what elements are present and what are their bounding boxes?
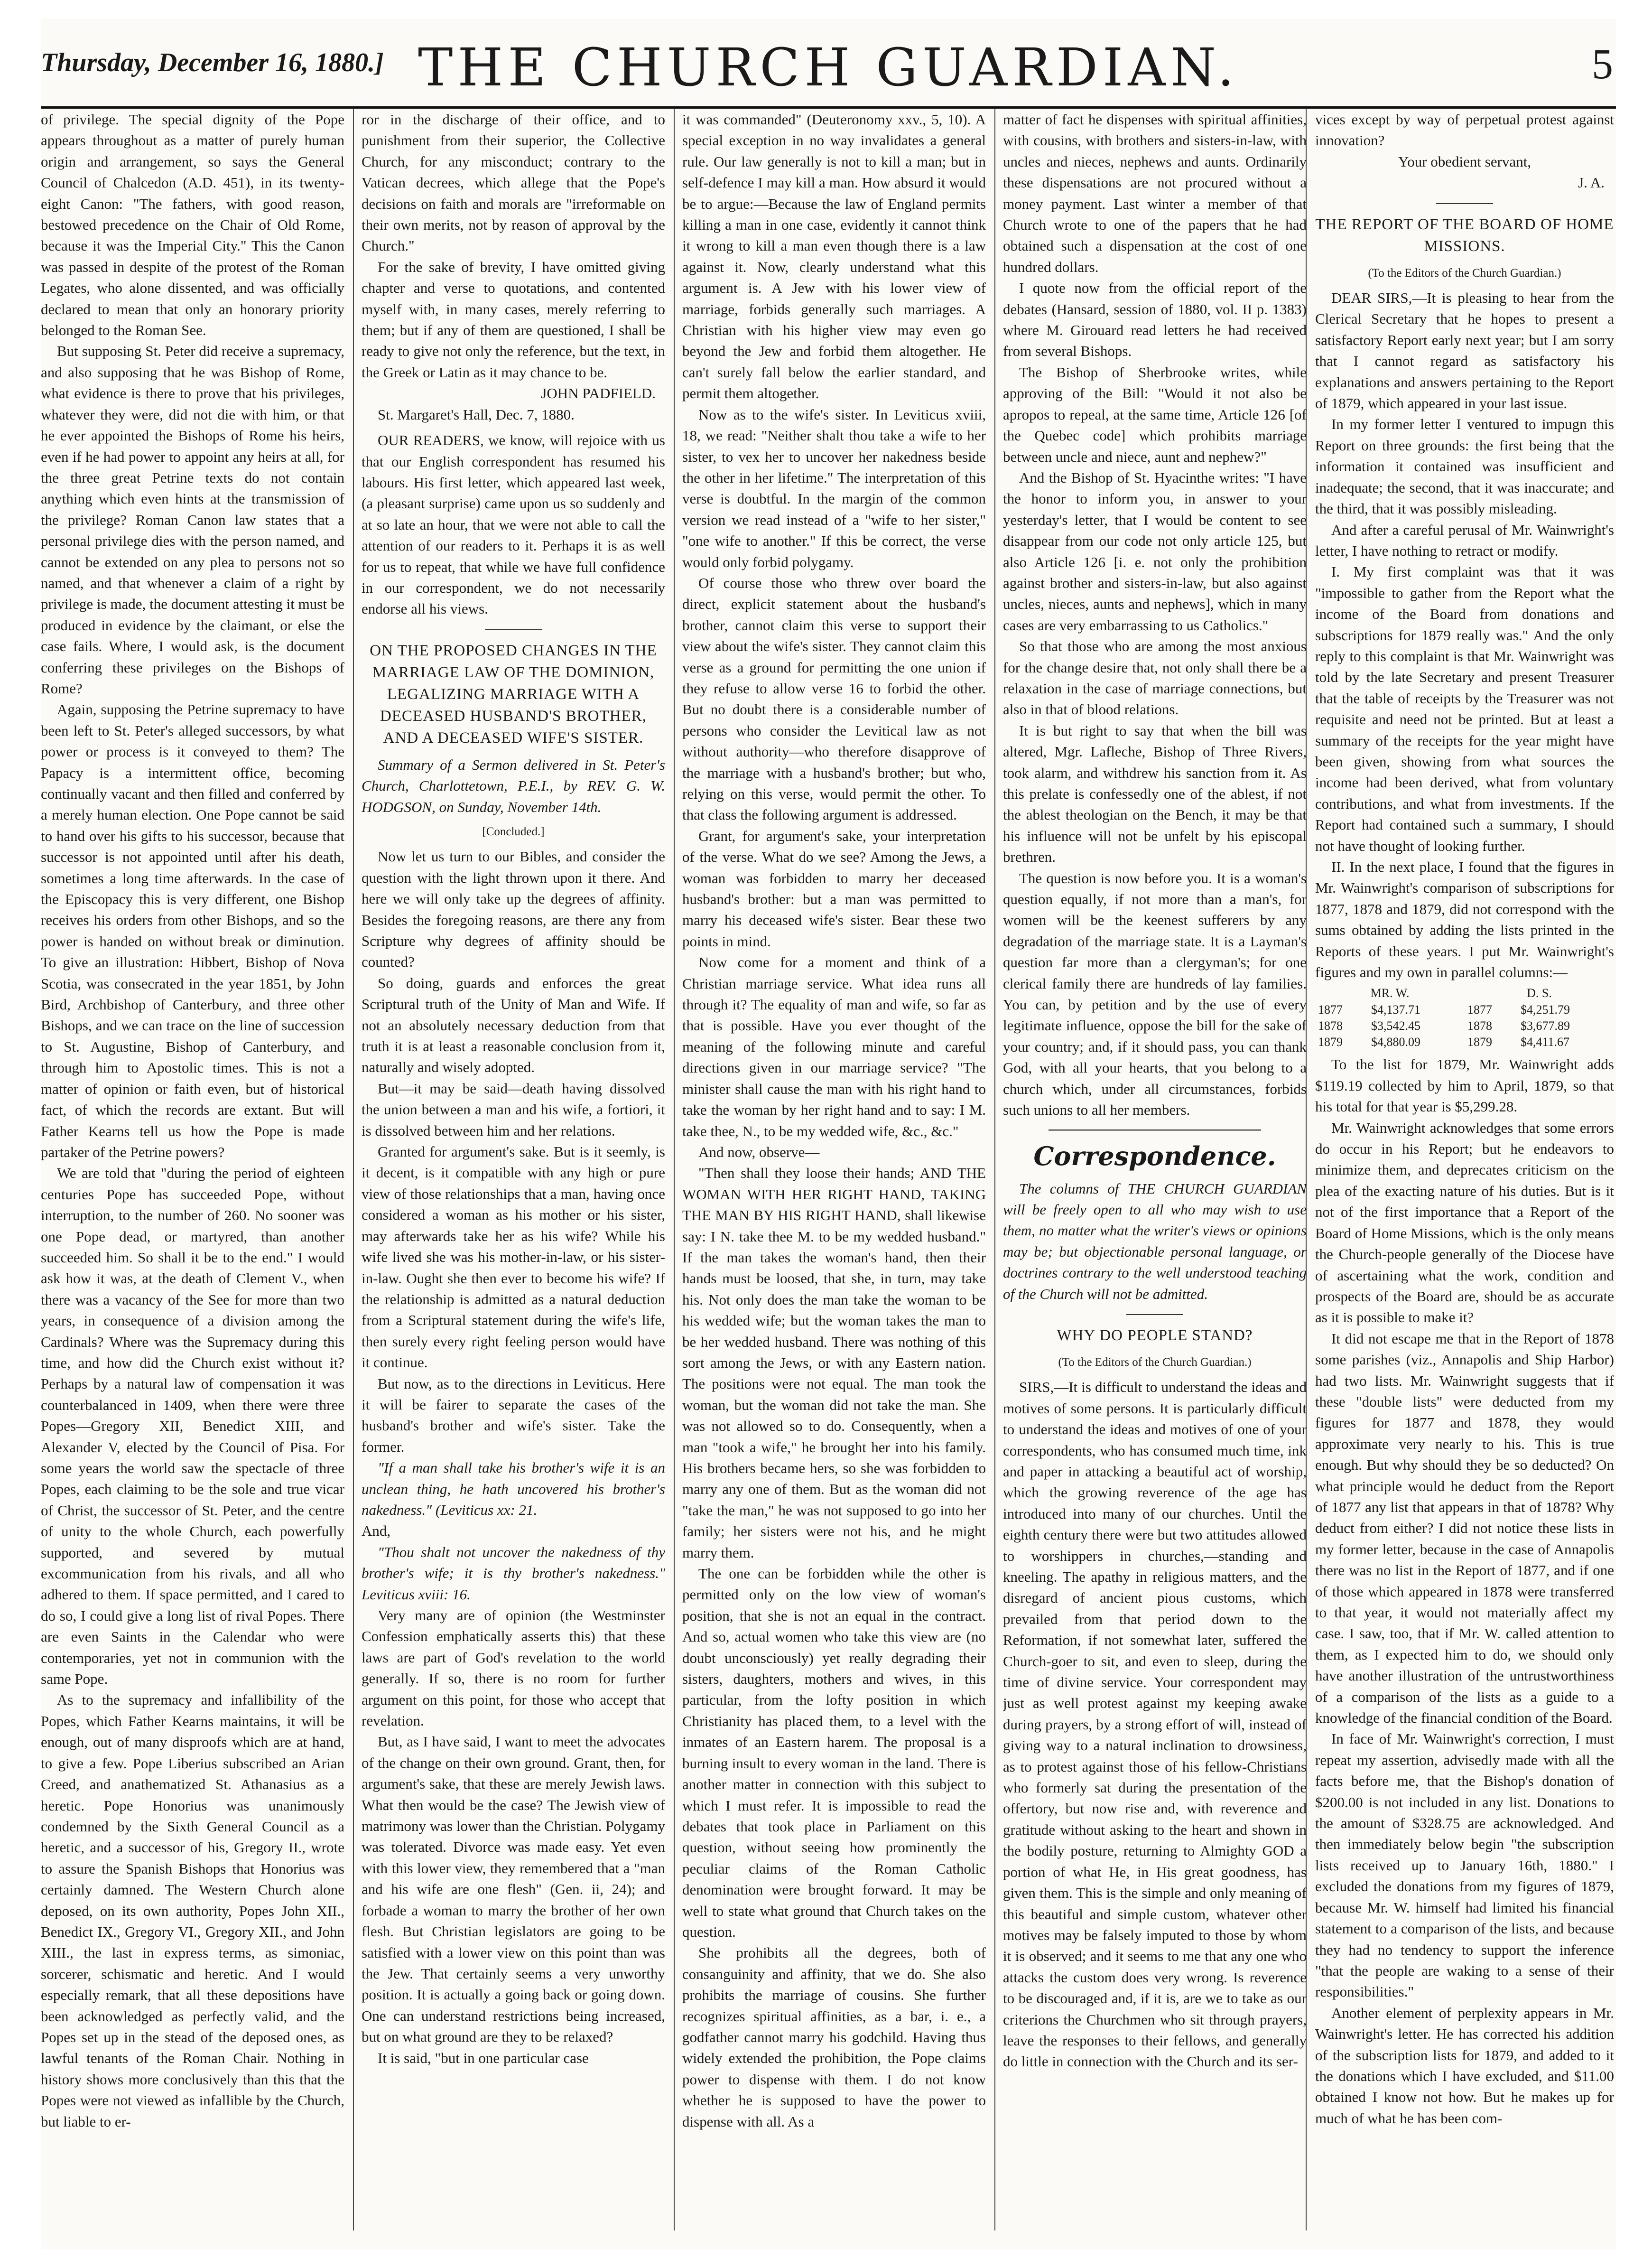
paragraph: matter of fact he dispenses with spiritual affinities, with cousins, with brothers and sisters-in-law, with uncles and nieces, nephews and aunts. Ordinarily these dispensations are not procured without a money payment. Last winter a member of that Church wrote to one of the papers that he had obtained such a dispensation at the cost of one hundred dollars. (1003, 111, 1307, 275)
page-number: 5 (1592, 41, 1613, 88)
paragraph: So that those who are among the most anxious for the change desire that, not only shall there be a relaxation in the case of marriage connections, but also in that of blood relations. (1003, 638, 1307, 718)
paragraph: Again, supposing the Petrine supremacy to have been left to St. Peter's alleged successors, by what power or process is it conveyed to them? The Papacy is a intermittent office, becoming continually vacant and then filled and conferred by a merely human election. One Pope cannot be said to hand over his gifts to his successor, because that successor is not appointed until after his death, sometimes a long time afterwards. In the case of the Episcopacy this is very different, one Bishop receives his orders from other Bishops, and so the power is handed on without break or diminution. To give an illustration: Hibbert, Bishop of Nova Scotia, was consecrated in the year 1851, by John Bird, Archbishop of Canterbury, and three other Bishops, and we can trace on the line of succession to St. Augustine, Bishop of Canterbury, and through him to Apostolic times. This is not a matter of opinion or faith even, but of historical fact, of which the records are extant. But will Father Kearns tell us how the Pope is made partaker of the Petrine powers? (41, 701, 344, 1160)
paragraph: She prohibits all the degrees, both of consanguinity and affinity, that we do. She also prohibits the marriage of cousins. She further recognizes spiritual affinities, as a bar, i. e., a godfather cannot marry his godchild. Having thus widely extended the prohibition, the Pope claims power to dispense with them. I do not know whether he is supposed to have the power to dispense with all. As a (682, 1944, 986, 2130)
table-cell: 1877 (1318, 1003, 1343, 1017)
table-row (1315, 1002, 1614, 1018)
letter-address-note: (To the Editors of the Church Guardian.) (1368, 266, 1561, 280)
article-headline: ON THE PROPOSED CHANGES IN THE MARRIAGE LAW OF THE DOMINION, LEGALIZING MARRIAGE WITH A DECEASED HUSBAND'S BROTHER, AND A DECEASED WIFE'S SISTER. (370, 642, 657, 747)
masthead (41, 28, 1616, 104)
masthead-rule (41, 106, 1616, 109)
paragraph: We are told that "during the period of eighteen centuries Pope has succeeded Pope, without interruption, to the number of 260. No sooner was one Pope dead, or martyred, than another succeeded him. So shall it be to the end." I would ask how it was, at the death of Clement V., when there was a vacancy of the See for more than two years, in consequence of a division among the Cardinals? Where was the Supremacy during this time, and how did the Church exist without it? Perhaps by a natural law of compensation it was counterbalanced in 1409, when there were three Popes—Gregory XII, Benedict XIII, and Alexander V, elected by the Council of Pisa. For some years the world saw the spectacle of three Popes, each claiming to be the sole and true vicar of Christ, the successor of St. Peter, and the centre of unity to the whole Church, each powerfully supported, and severed by mutual excommunication from his rivals, and all who adhered to them. If space permitted, and I cared to do so, I could give a long list of rival Popes. There are even Saints in the Calendar who were contemporaries, yet not in communion with the same Pope. (41, 1165, 344, 1688)
paragraph: But, as I have said, I want to meet the advocates of the change on their own ground. Grant, then, for argument's sake, that these are merely Jewish laws. What then would be the case? The Jewish view of matrimony was lower than the Christian. Polygamy was tolerated. Divorce was made easy. Yet even with this lower view, they remembered that a "man and his wife are one flesh" (Gen. ii, 24); and forbade a woman to marry the brother of her own flesh. But Christian legislators are going to be satisfied with a lower view on this point than was the Jew. That certainly seems a very unworthy position. It is actually a going back or going down. One can understand restrictions being increased, but on what ground are they to be relaxed? (362, 1733, 665, 2045)
table-row (1315, 1018, 1614, 1034)
newspaper-page (41, 19, 1616, 2249)
letter-title: WHY DO PEOPLE STAND? (1057, 1326, 1253, 1344)
letter-closing: Your obedient servant, (1398, 153, 1531, 170)
paragraph: Now let us turn to our Bibles, and consider the question with the light thrown upon it there. And here we will only take up the degrees of affinity. Besides the foregoing reasons, are there any from Scripture why degrees of affinity should be counted? (362, 848, 665, 971)
paragraph: To the list for 1879, Mr. Wainwright adds $119.19 collected by him to April, 1879, so that his total for that year is $5,299.28. (1315, 1056, 1614, 1115)
table-cell: $4,411.67 (1521, 1035, 1570, 1049)
paragraph: And after a careful perusal of Mr. Wainwright's letter, I have nothing to retract or modify. (1315, 521, 1614, 559)
column-1 (41, 109, 344, 2235)
table-header: MR. W. (1370, 986, 1410, 1000)
table-cell: 1878 (1318, 1019, 1343, 1033)
table-cell: $3,542.45 (1371, 1019, 1420, 1033)
table-cell: 1878 (1467, 1019, 1492, 1033)
concluded-note: [Concluded.] (482, 825, 545, 838)
column-5 (1315, 109, 1614, 2235)
table-cell: 1877 (1467, 1003, 1492, 1017)
paragraph: of privilege. The special dignity of the Pope appears throughout as a matter of purely human origin and arrangement, so says the General Council of Chalcedon (A.D. 451), in its twenty-eight Canon: "The fathers, with good reason, bestowed precedence on the Chair of Old Rome, because it was the Imperial City." This the Canon was passed in despite of the protest of the Roman Legates, who alone dissented, and was officially declared to mean that only an honorary priority belonged to the Roman See. (41, 111, 344, 339)
paragraph: DEAR SIRS,—It is pleasing to hear from the Clerical Secretary that he hopes to present a satisfactory Report early next year; but I am sorry that I cannot regard as satisfactory his explanations and answers pertaining to the Report of 1879, which appeared in your last issue. (1315, 289, 1614, 412)
paragraph: Mr. Wainwright acknowledges that some errors do occur in his Report; but he endeavors to minimize them, and deprecates criticism on the plea of the exacting nature of his duties. But is it not of the first importance that a Report of the Board of Home Missions, which is the only means the Church-people generally of the Diocese have of ascertaining what the work, condition and prospects of the Board are, should be as accurate as it is possible to make it? (1315, 1119, 1614, 1326)
table-cell: $4,251.79 (1521, 1003, 1570, 1017)
paragraph: ror in the discharge of their office, and to punishment from their superior, the Collective Church, for any misconduct; contrary to the Vatican decrees, which allege that the Pope's decisions on faith and morals are "irreformable on their own merits, not by reason of approval by the Church." (362, 111, 665, 254)
paragraph: In my former letter I ventured to impugn this Report on three grounds: the first being that the information it contained was insufficient and inadequate; the second, that it was inaccurate; and the third, that it was possibly misleading. (1315, 416, 1614, 517)
paragraph: But now, as to the directions in Leviticus. Here it will be fairer to separate the cases of the husband's brother and wife's sister. Take the former. (362, 1375, 665, 1455)
paragraph: It did not escape me that in the Report of 1878 some parishes (viz., Annapolis and Ship Harbor) had two lists. Mr. Wainwright suggests that if these "double lists" were deducted from my figures for 1877 and 1878, they would approximate very nearly to his. This is true enough. But why should they be so deducted? On what principle would he deduct from the Report of 1877 any list that appears in that of 1878? Why deduct from either? I did not notice these lists in my former letter, because in the case of Annapolis there was no list in the Report of 1877, and if one of those which appeared in 1878 were transferred to that year, it would not materially affect my case. I saw, too, that if Mr. W. called attention to them, as I expected him to do, we should only have another illustration of the untrustworthiness of a comparison of the lists as a guide to a knowledge of the financial condition of the Board. (1315, 1330, 1614, 1727)
table-header: D. S. (1527, 986, 1552, 1000)
paragraph: As to the supremacy and infallibility of the Popes, which Father Kearns maintains, it will be enough, out of many disproofs which are at hand, to give a few. Pope Liberius subscribed an Arian Creed, and anathematized St. Athanasius as a heretic. Pope Honorius was unanimously condemned by the Sixth General Council as a heretic, and a successor of his, Gregory II., wrote to assure the Spanish Bishops that Honorius was certainly damned. The Western Church alone deposed, on its own authority, Popes John XII., Benedict IX., Gregory VI., Gregory XII., and John XIII., the last in express terms, as simoniac, sorcerer, schismatic and heretic. And I would especially remark, that all these depositions have been acknowledged as perfectly valid, and the Popes set up in the stead of the deposed ones, as lawful tenants of the Roman Chair. Nothing in history shows more conclusively than this that the Popes were not viewed as infallible by the Church, but liable to er- (41, 1691, 344, 2130)
table-cell: $4,880.09 (1371, 1035, 1420, 1049)
column-divider (353, 109, 354, 2231)
paragraph: Now as to the wife's sister. In Leviticus xviii, 18, we read: "Neither shalt thou take a wife to her sister, to vex her to uncover her nakedness beside the other in her lifetime." The interpretation of this verse is doubtful. In the margin of the common version we read instead of a "wife to her sister," "one wife to another." If this be correct, the verse would only forbid polygamy. (682, 406, 986, 570)
table-cell: 1879 (1318, 1035, 1343, 1049)
paragraph: And now, observe— (698, 1143, 820, 1160)
column-divider (994, 109, 995, 2231)
paragraph: Grant, for argument's sake, your interpretation of the verse. What do we see? Among the Jews, a woman was forbidden to marry her deceased husband's brother: but a man was permitted to marry his deceased wife's sister. Bear these two points in mind. (682, 827, 986, 950)
divider (1436, 203, 1493, 204)
signature-name: JOHN PADFIELD. (541, 385, 656, 402)
signature-place: St. Margaret's Hall, Dec. 7, 1880. (378, 406, 575, 423)
paragraph: II. In the next place, I found that the figures in Mr. Wainwright's comparison of subscriptions for 1877, 1878 and 1879, did not correspond with the sums obtained by adding the lists printed in the Reports of these years. I put Mr. Wainwright's figures and my own in parallel columns:— (1315, 859, 1614, 981)
paragraph: But—it may be said—death having dissolved the union between a man and his wife, a fortiori, it is dissolved between him and her relations. (362, 1080, 665, 1139)
table-row (1315, 1034, 1614, 1050)
article-summary: Summary of a Sermon delivered in St. Peter's Church, Charlottetown, P.E.I., by REV. G. W. HODGSON, on Sunday, November 14th. (362, 756, 665, 815)
paragraph: It is but right to say that when the bill was altered, Mgr. Lafleche, Bishop of Three Rivers, took alarm, and withdrew his sanction from it. As this prelate is confessedly one of the ablest, if not the ablest theologian on the Bench, it may be that his influence will not be unfelt by his episcopal brethren. (1003, 722, 1307, 866)
column-4 (1003, 109, 1307, 2235)
newspaper-title: THE CHURCH GUARDIAN. (418, 37, 1239, 98)
paragraph: The Bishop of Sherbrooke writes, while approving of the Bill: "Would it not also be apropos to repeal, at the same time, Article 126 [of the Quebec code] which prohibits marriage between uncle and niece, aunt and nephew?" (1003, 364, 1307, 465)
editorial-notice: The columns of THE CHURCH GUARDIAN will be freely open to all who may wish to use them, no matter what the writer's views or opinions may be; but objectionable personal language, or doctrines contrary to the well understood teaching of the Church will not be admitted. (1003, 1180, 1307, 1302)
column-divider (674, 109, 675, 2231)
paragraph: "Then shall they loose their hands; AND THE WOMAN WITH HER RIGHT HAND, TAKING THE MAN BY HIS RIGHT HAND, shall likewise say: I N. take thee M. to be my wedded husband." If the man takes the woman's hand, then their hands must be loosed, that she, in turn, may take his. Not only does the man take the woman to be his wedded wife; but the woman takes the man to be her wedded husband. There was nothing of this sort among the Jews, or with any Eastern nation. The positions were not equal. The man took the woman, but the woman did not take the man. She was not allowed so to do. Consequently, when a man "took a wife," he brought her into his family. His brothers became hers, so she was forbidden to marry any one of them. But as the woman did not "take the man," he was not supposed to go into her family; her sisters were not his, and he might marry them. (682, 1165, 986, 1561)
table-cell: $4,137.71 (1371, 1003, 1420, 1017)
letter-address-note: (To the Editors of the Church Guardian.) (1058, 1355, 1252, 1369)
paragraph: Another element of perplexity appears in Mr. Wainwright's letter. He has corrected his addition of the subscription lists for 1879, and added to it the donations which I have excluded, and $11.00 obtained I know not how. But he makes up for much of what he has been com- (1315, 2004, 1614, 2127)
table-cell: $3,677.89 (1521, 1019, 1570, 1033)
paragraph: And, (362, 1522, 391, 1540)
paragraph: Granted for argument's sake. But is it seemly, is it decent, is it compatible with any high or pure view of those relationships that a man, having once considered a woman as his mother or his sister, may afterwards take her as his wife? While his wife lived she was his mother-in-law, or his sister-in-law. Ought she then ever to become his wife? If the relationship is admitted as a natural deduction from a Scriptural statement during the wife's life, then surely every right feeling person would have it continue. (362, 1143, 665, 1371)
paragraph: The one can be forbidden while the other is permitted only on the low view of woman's position, that she is not an equal in the contract. And so, actual women who take this view are (no doubt unconsciously) yet really degrading their sisters, daughters, mothers and wives, in this particular, from the lofty position in which Christianity has placed them, to a level with the inmates of an Eastern harem. The proposal is a burning insult to every woman in the land. There is another matter in connection with this subject to which I must refer. It is impossible to read the debates that took place in Parliament on this question, without seeing how prominently the peculiar claims of the Roman Catholic denomination were brought forward. It may be well to state what ground that Church takes on the question. (682, 1565, 986, 1940)
signature: J. A. (1578, 174, 1605, 191)
paragraph: I quote now from the official report of the debates (Hansard, session of 1880, vol. II p. 1383) where M. Girouard read letters he had received from several Bishops. (1003, 280, 1307, 360)
paragraph: I. My first complaint was that it was "impossible to gather from the Report what the income of the Board from donations and subscriptions for 1879 really was." And the only reply to this complaint is that Mr. Wainwright was told by the late Secretary and present Treasurer that the table of receipts by the Treasurer was not requisite and need not be printed. But at least a summary of the receipts for the year might have been given, showing from what sources the income had been derived, what from voluntary contributions, and what from investments. If the Report had contained such a summary, I should not have thought of looking further. (1315, 563, 1614, 854)
scripture-quote: "If a man shall take his brother's wife it is an unclean thing, he hath uncovered his brother's nakedness." (Leviticus xx: 21. (362, 1459, 665, 1518)
paragraph: And the Bishop of St. Hyacinthe writes: "I have the honor to inform you, in answer to your yesterday's letter, that I would be content to see disappear from our code not only article 125, but also Article 126 [i. e. not only the prohibition against brother and sisters-in-law, but also against uncles, nieces, aunts and nephews], which in many cases are very embarrassing to us Catholics." (1003, 469, 1307, 634)
paragraph: For the sake of brevity, I have omitted giving chapter and verse to quotations, and contented myself with, in many cases, merely referring to them; but if any of them are questioned, I shall be ready to give not only the reference, but the text, in the Greek or Latin as it may chance to be. (362, 258, 665, 381)
editorial-note: OUR READERS, we know, will rejoice with us that our English correspondent has resumed his labours. His first letter, which appeared last week, (a pleasant surprise) came upon us so suddenly and at so late an hour, that we were not able to call the attention of our readers to it. Perhaps it is as well for us to repeat, that while we have full confidence in our correspondent, we do not necessarily endorse all his views. (362, 432, 665, 617)
paragraph: Of course those who threw over board the direct, explicit statement about the husband's brother, cannot claim this verse to support their view about the wife's sister. They cannot claim this verse as a ground for permitting the one union if they refuse to allow verse 16 to forbid the other. But no doubt there is a considerable number of persons who consider the Levitical law as not without authority—who therefore disapprove of the marriage with a husband's brother; but who, relying on this verse, would permit the other. To that class the following argument is addressed. (682, 574, 986, 823)
paragraph: It is said, "but in one particular case (378, 2049, 589, 2066)
table-cell: 1879 (1467, 1035, 1492, 1049)
issue-date: Thursday, December 16, 1880.] (41, 48, 384, 77)
paragraph: So doing, guards and enforces the great Scriptural truth of the Unity of Man and Wife. If not an absolutely necessary deduction from that truth it is at least a reasonable conclusion from it, naturally and wisely adopted. (362, 974, 665, 1076)
paragraph: it was commanded" (Deuteronomy xxv., 5, 10). A special exception in no way invalidates a general rule. Our law generally is not to kill a man; but in self-defence I may kill a man. How absurd it would be to argue:—Because the law of England permits killing a man in one case, evidently it cannot think it wrong to kill a man even though there is a law against it. Now, clearly understand what this argument is. A Jew with his lower view of marriage, forbids generally such marriages. A Christian with his higher view may even go beyond the Jew and forbid them altogether. He can't surely fall below the earlier standard, and permit them altogether. (682, 111, 986, 402)
column-2 (362, 109, 665, 2235)
paragraph: Now come for a moment and think of a Christian marriage service. What idea runs all through it? The equality of man and wife, so far as that is possible. Have you ever thought of the meaning of the following minute and careful directions given in our marriage service? "The minister shall cause the man with his right hand to take the woman by her right hand and to say: I M. take thee, N., to be my wedded wife, &c., &c." (682, 954, 986, 1139)
paragraph: But supposing St. Peter did receive a supremacy, and also supposing that he was Bishop of Rome, what evidence is there to prove that his privileges, whatever they were, did not die with him, or that he ever appointed the Bishops of Rome his heirs, even if he had power to appoint any heirs at all, for the three great Petrine texts do not contain anything which even hints at the transmission of the privilege? Roman Canon law states that a personal privilege dies with the person named, and cannot be extended on any plea to persons not so named, and that whenever a claim of a right by privilege is made, the document attesting it must be produced in evidence by the claimant, or else the case fails. Where, I would ask, is the document conferring these privileges on the Bishops of Rome? (41, 343, 344, 697)
column-3 (682, 109, 986, 2235)
paragraph: vices except by way of perpetual protest against innovation? (1315, 111, 1614, 149)
paragraph: Very many are of opinion (the Westminster Confession emphatically asserts this) that these laws are part of God's revelation to the world generally. If so, there is no room for further argument on this point, for those who accept that revelation. (362, 1607, 665, 1729)
section-title: Correspondence. (1033, 1140, 1276, 1171)
divider (485, 629, 542, 630)
paragraph: The question is now before you. It is a woman's question equally, if not more than a man's, for women will be the keenest sufferers by any degradation of the marriage state. It is a Layman's question far more than a clergyman's; for one clerical family there are hundreds of lay families. You can, by petition and by the use of every legitimate influence, oppose the bill for the sake of your country; and, if it should pass, you can thank God, with all your hearts, that you belong to a church which, under all circumstances, forbids such unions to all her members. (1003, 869, 1307, 1119)
letter-title: THE REPORT OF THE BOARD OF HOME MISSIONS. (1315, 215, 1614, 255)
comparison-table (1315, 985, 1614, 1050)
paragraph: In face of Mr. Wainwright's correction, I must repeat my assertion, advisedly made with all the facts before me, that the Bishop's donation of $200.00 is not included in any list. Donations to the amount of $328.75 are acknowledged. And then immediately below begin "the subscription lists received up to January 16th, 1880." I excluded the donations from my figures of 1879, because Mr. W. himself had limited his financial statement to a comparison of the lists, and because they had no tendency to support the inference "that the people are waking to a sense of their responsibilities." (1315, 1730, 1614, 2000)
scripture-quote: "Thou shalt not uncover the nakedness of thy brother's wife; it is thy brother's nakedness." Leviticus xviii: 16. (362, 1543, 665, 1603)
paragraph: SIRS,—It is difficult to understand the ideas and motives of some persons. It is particularly difficult to understand the ideas and motives of one of your correspondents, who has consumed much time, ink and paper in attacking a beautiful act of worship, which the growing reverence of the age has introduced into many of our churches. Until the eighth century there were but two attitudes allowed to worshippers in churches,—standing and kneeling. The apathy in religious matters, and the disregard of ancient pious customs, which prevailed from that period down to the Reformation, if not somewhat later, suffered the Church-goer to sit, and even to sleep, during the time of divine service. Your correspondent may just as well protest against my keeping awake during prayers, by a strong effort of will, instead of giving way to a natural inclination to drowsiness, as to protest against those of his fellow-Christians who formerly sat during the presentation of the offertory, but now rise and, with reverence and gratitude without asking to the heart and shown in the bodily posture, returning to Almighty GOD a portion of what He, in His great goodness, has given them. This is the simple and only meaning of this beautiful and simple custom, whatever other motives may be falsely imputed to those by whom it is observed; and it seems to me that any one who attacks the custom does very wrong. Is reverence to be discouraged and, if it is, are we to take as our criterions the Churchmen who sit through prayers, leave the responses to their fellows, and generally do little in connection with the Church and its ser- (1003, 1379, 1307, 2070)
divider (1126, 1314, 1183, 1315)
section-divider (1049, 1129, 1261, 1131)
